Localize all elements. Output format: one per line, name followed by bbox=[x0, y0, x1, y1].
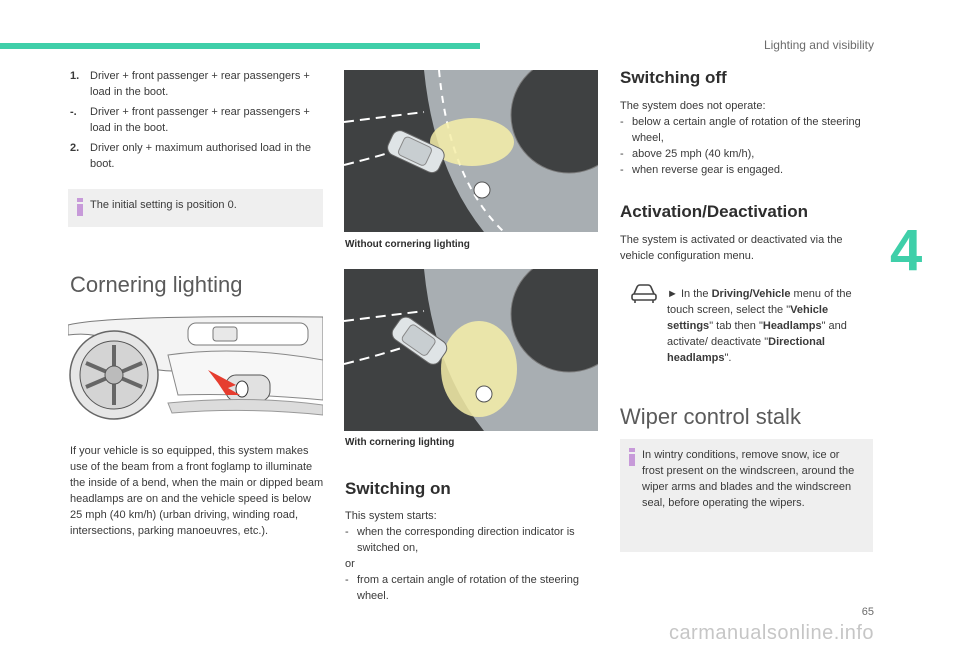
tab-name: Vehicle settings bbox=[667, 304, 829, 332]
list-item-number: 2. bbox=[70, 142, 80, 154]
switching-off-intro: The system does not operate: bbox=[620, 100, 766, 112]
list-item: - when the corresponding direction indicator is switched on, bbox=[345, 524, 595, 556]
chapter-number: 4 bbox=[890, 218, 923, 283]
switching-on-or: or bbox=[345, 558, 355, 570]
list-item: - from a certain angle of rotation of the steering wheel. bbox=[345, 572, 595, 604]
info-box-wintry-conditions bbox=[620, 439, 873, 552]
heading-switching-on: Switching on bbox=[345, 479, 451, 498]
cornering-description: If your vehicle is so equipped, this system makes use of the beam from a front foglamp to illuminate the inside of a bend, when the main or dipped beam headlamps are on and the vehicle speed is below 25 mph (40 km/h) (urban driving, winding road, intersections, parking manoeuvres, etc.). bbox=[70, 445, 324, 537]
activation-text: The system is activated or deactivated via the vehicle configuration menu. bbox=[620, 234, 843, 262]
step-text-2: " tab then " bbox=[709, 320, 763, 332]
switching-off-text bbox=[620, 98, 865, 178]
list-item-text: Driver only + maximum authorised load in the boot. bbox=[90, 142, 312, 170]
page-number: 65 bbox=[861, 606, 874, 618]
list-item: - above 25 mph (40 km/h), bbox=[620, 148, 755, 160]
step-prefix: In the bbox=[681, 288, 709, 300]
switching-on-text bbox=[345, 508, 595, 604]
foglamp-illustration bbox=[68, 315, 323, 428]
without-cornering-lighting-illustration bbox=[344, 70, 598, 232]
vehicle-settings-icon bbox=[630, 282, 658, 304]
switching-off-item-3: when reverse gear is engaged. bbox=[632, 164, 784, 176]
info-text: The initial setting is position 0. bbox=[90, 199, 237, 211]
with-cornering-lighting-illustration bbox=[344, 269, 598, 431]
list-item bbox=[70, 68, 322, 100]
info-box-initial-setting bbox=[68, 189, 323, 227]
watermark: carmanualsonline.info bbox=[668, 622, 874, 644]
list-item-number: 1. bbox=[70, 70, 80, 82]
info-icon bbox=[628, 448, 636, 464]
info-text: In wintry conditions, remove snow, ice or frost present on the windscreen, around the wiper arms and blades and the windscreen seal, before operating the wipers. bbox=[642, 449, 855, 509]
list-item-text: Driver + front passenger + rear passengers + load in the boot. bbox=[90, 106, 310, 134]
heading-cornering-lighting: Cornering lighting bbox=[70, 272, 243, 297]
list-item: - when reverse gear is engaged. bbox=[620, 164, 784, 176]
list-item bbox=[70, 104, 322, 136]
step-text-1: menu of the touch screen, select the " bbox=[667, 288, 852, 316]
activation-step bbox=[667, 286, 867, 366]
heading-wiper-control: Wiper control stalk bbox=[620, 404, 801, 429]
info-icon bbox=[76, 198, 84, 214]
caption-with-cornering: With cornering lighting bbox=[345, 437, 455, 448]
heading-switching-off: Switching off bbox=[620, 68, 727, 87]
option-name: Headlamps bbox=[762, 320, 822, 332]
section-title: Lighting and visibility bbox=[763, 38, 874, 52]
header-accent-bar bbox=[0, 43, 480, 49]
step-end: ". bbox=[724, 352, 732, 364]
caption-without-cornering: Without cornering lighting bbox=[345, 239, 470, 250]
feature-name: Directional headlamps bbox=[667, 336, 825, 364]
heading-activation: Activation/Deactivation bbox=[620, 202, 808, 221]
list-item bbox=[70, 140, 322, 172]
switching-on-item-1: when the corresponding direction indicator is switched on, bbox=[357, 526, 575, 554]
load-setting-list bbox=[70, 68, 322, 176]
list-item-text: Driver + front passenger + rear passengers + load in the boot. bbox=[90, 70, 310, 98]
switching-on-intro: This system starts: bbox=[345, 510, 437, 522]
list-item: - below a certain angle of rotation of the steering wheel, bbox=[620, 114, 865, 146]
switching-off-item-2: above 25 mph (40 km/h), bbox=[632, 148, 755, 160]
switching-on-item-2: from a certain angle of rotation of the steering wheel. bbox=[357, 574, 579, 602]
list-item-number: -. bbox=[70, 106, 77, 118]
menu-name: Driving/Vehicle bbox=[711, 288, 791, 300]
switching-off-item-1: below a certain angle of rotation of the steering wheel, bbox=[632, 116, 861, 144]
step-marker-icon: ► bbox=[667, 288, 678, 300]
step-text-3: " and activate/ deactivate " bbox=[667, 320, 847, 348]
